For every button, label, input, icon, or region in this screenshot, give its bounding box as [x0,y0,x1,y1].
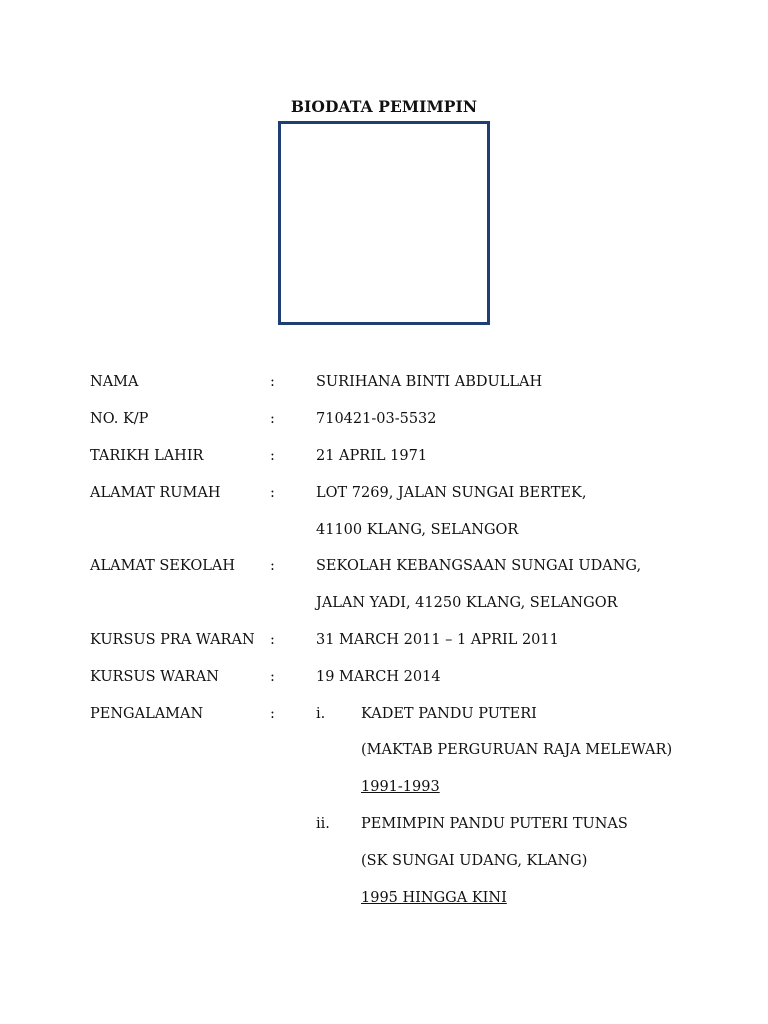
field-label: KURSUS PRA WARAN [90,632,255,648]
field-colon: : [270,485,275,501]
field-label: ALAMAT RUMAH [90,485,221,501]
field-colon: : [270,374,275,390]
field-row-alamat-rumah [0,481,768,505]
field-colon: : [270,669,275,685]
field-value: SEKOLAH KEBANGSAAN SUNGAI UDANG, [316,558,642,574]
experience-place-row [0,738,768,762]
photo-placeholder-frame [278,121,490,325]
field-row-no-kp [0,407,768,431]
experience-number: i. [316,706,326,722]
field-row-alamat-sekolah-cont [0,591,768,615]
experience-item-row [0,812,768,836]
field-row-nama [0,370,768,394]
experience-place-row [0,849,768,873]
experience-role: KADET PANDU PUTERI [361,706,537,722]
field-colon: : [270,448,275,464]
experience-period-row [0,775,768,799]
field-label: KURSUS WARAN [90,669,219,685]
field-colon: : [270,411,275,427]
field-value: LOT 7269, JALAN SUNGAI BERTEK, [316,485,587,501]
field-label: ALAMAT SEKOLAH [90,558,235,574]
experience-place: (MAKTAB PERGURUAN RAJA MELEWAR) [361,742,673,758]
experience-period: 1991-1993 [361,779,440,795]
field-row-pengalaman [0,702,768,726]
field-label: TARIKH LAHIR [90,448,204,464]
field-colon: : [270,632,275,648]
field-value: 19 MARCH 2014 [316,669,441,685]
field-value: JALAN YADI, 41250 KLANG, SELANGOR [316,595,618,611]
experience-number: ii. [316,816,330,832]
field-label: PENGALAMAN [90,706,204,722]
experience-role: PEMIMPIN PANDU PUTERI TUNAS [361,816,628,832]
field-row-kursus-waran [0,665,768,689]
field-colon: : [270,706,275,722]
experience-period-row [0,886,768,910]
field-value: SURIHANA BINTI ABDULLAH [316,374,543,390]
field-label: NO. K/P [90,411,149,427]
field-value: 710421-03-5532 [316,411,437,427]
field-value: 31 MARCH 2011 – 1 APRIL 2011 [316,632,559,648]
field-colon: : [270,558,275,574]
experience-period: 1995 HINGGA KINI [361,890,507,906]
page-title: BIODATA PEMIMPIN [290,97,478,116]
experience-place: (SK SUNGAI UDANG, KLANG) [361,853,588,869]
field-label: NAMA [90,374,139,390]
field-value: 41100 KLANG, SELANGOR [316,522,519,538]
field-row-kursus-pra-waran [0,628,768,652]
field-value: 21 APRIL 1971 [316,448,428,464]
field-row-tarikh-lahir [0,444,768,468]
field-row-alamat-sekolah [0,554,768,578]
field-row-alamat-rumah-cont [0,518,768,542]
